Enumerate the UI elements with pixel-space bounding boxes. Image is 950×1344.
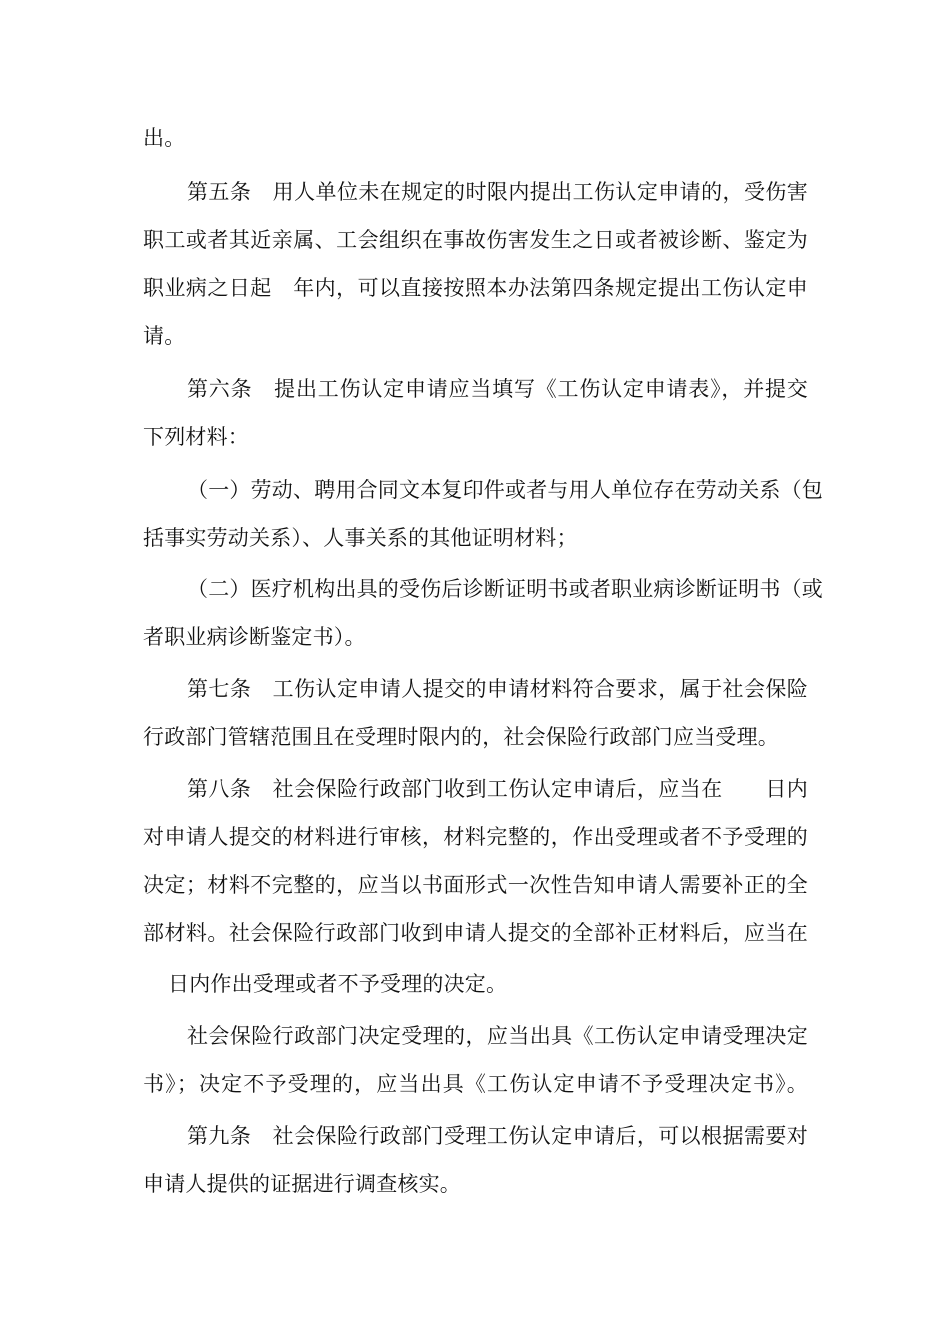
article-9-line-1: 第九条 社会保险行政部门受理工伤认定申请后，可以根据需要对	[187, 1124, 808, 1148]
article-5-line-4: 请。	[143, 324, 186, 348]
paragraph-acceptance-line-1: 社会保险行政部门决定受理的，应当出具《工伤认定申请受理决定	[187, 1024, 808, 1048]
article-7-line-1: 第七条 工伤认定申请人提交的申请材料符合要求，属于社会保险	[187, 677, 808, 701]
item-1-line-1: （一）劳动、聘用合同文本复印件或者与用人单位存在劳动关系（包	[187, 478, 823, 502]
article-5-line-3: 职业病之日起 年内，可以直接按照本办法第四条规定提出工伤认定申	[143, 276, 808, 300]
article-6-line-2: 下列材料：	[143, 425, 249, 449]
article-9-line-2: 申请人提供的证据进行调查核实。	[143, 1172, 461, 1196]
paragraph-acceptance-line-2: 书》；决定不予受理的，应当出具《工伤认定申请不予受理决定书》。	[143, 1072, 808, 1096]
article-8-line-3: 决定；材料不完整的，应当以书面形式一次性告知申请人需要补正的全	[143, 873, 808, 897]
article-8-line-5: 日内作出受理或者不予受理的决定。	[168, 972, 508, 996]
item-1-line-2: 括事实劳动关系）、人事关系的其他证明材料；	[143, 526, 578, 550]
article-7-line-2: 行政部门管辖范围且在受理时限内的，社会保险行政部门应当受理。	[143, 725, 779, 749]
article-8-line-2: 对申请人提交的材料进行审核，材料完整的，作出受理或者不予受理的	[143, 825, 808, 849]
article-6-line-1: 第六条 提出工伤认定申请应当填写《工伤认定申请表》，并提交	[187, 377, 808, 401]
text-line-1: 出。	[143, 126, 186, 150]
article-8-line-4: 部材料。社会保险行政部门收到申请人提交的全部补正材料后，应当在	[143, 921, 808, 945]
article-5-line-2: 职工或者其近亲属、工会组织在事故伤害发生之日或者被诊断、鉴定为	[143, 228, 808, 252]
article-5-line-1: 第五条 用人单位未在规定的时限内提出工伤认定申请的，受伤害	[187, 180, 808, 204]
item-2-line-2: 者职业病诊断鉴定书）。	[143, 625, 366, 649]
article-8-line-1: 第八条 社会保险行政部门收到工伤认定申请后，应当在 日内	[187, 777, 808, 801]
item-2-line-1: （二）医疗机构出具的受伤后诊断证明书或者职业病诊断证明书（或	[187, 577, 823, 601]
